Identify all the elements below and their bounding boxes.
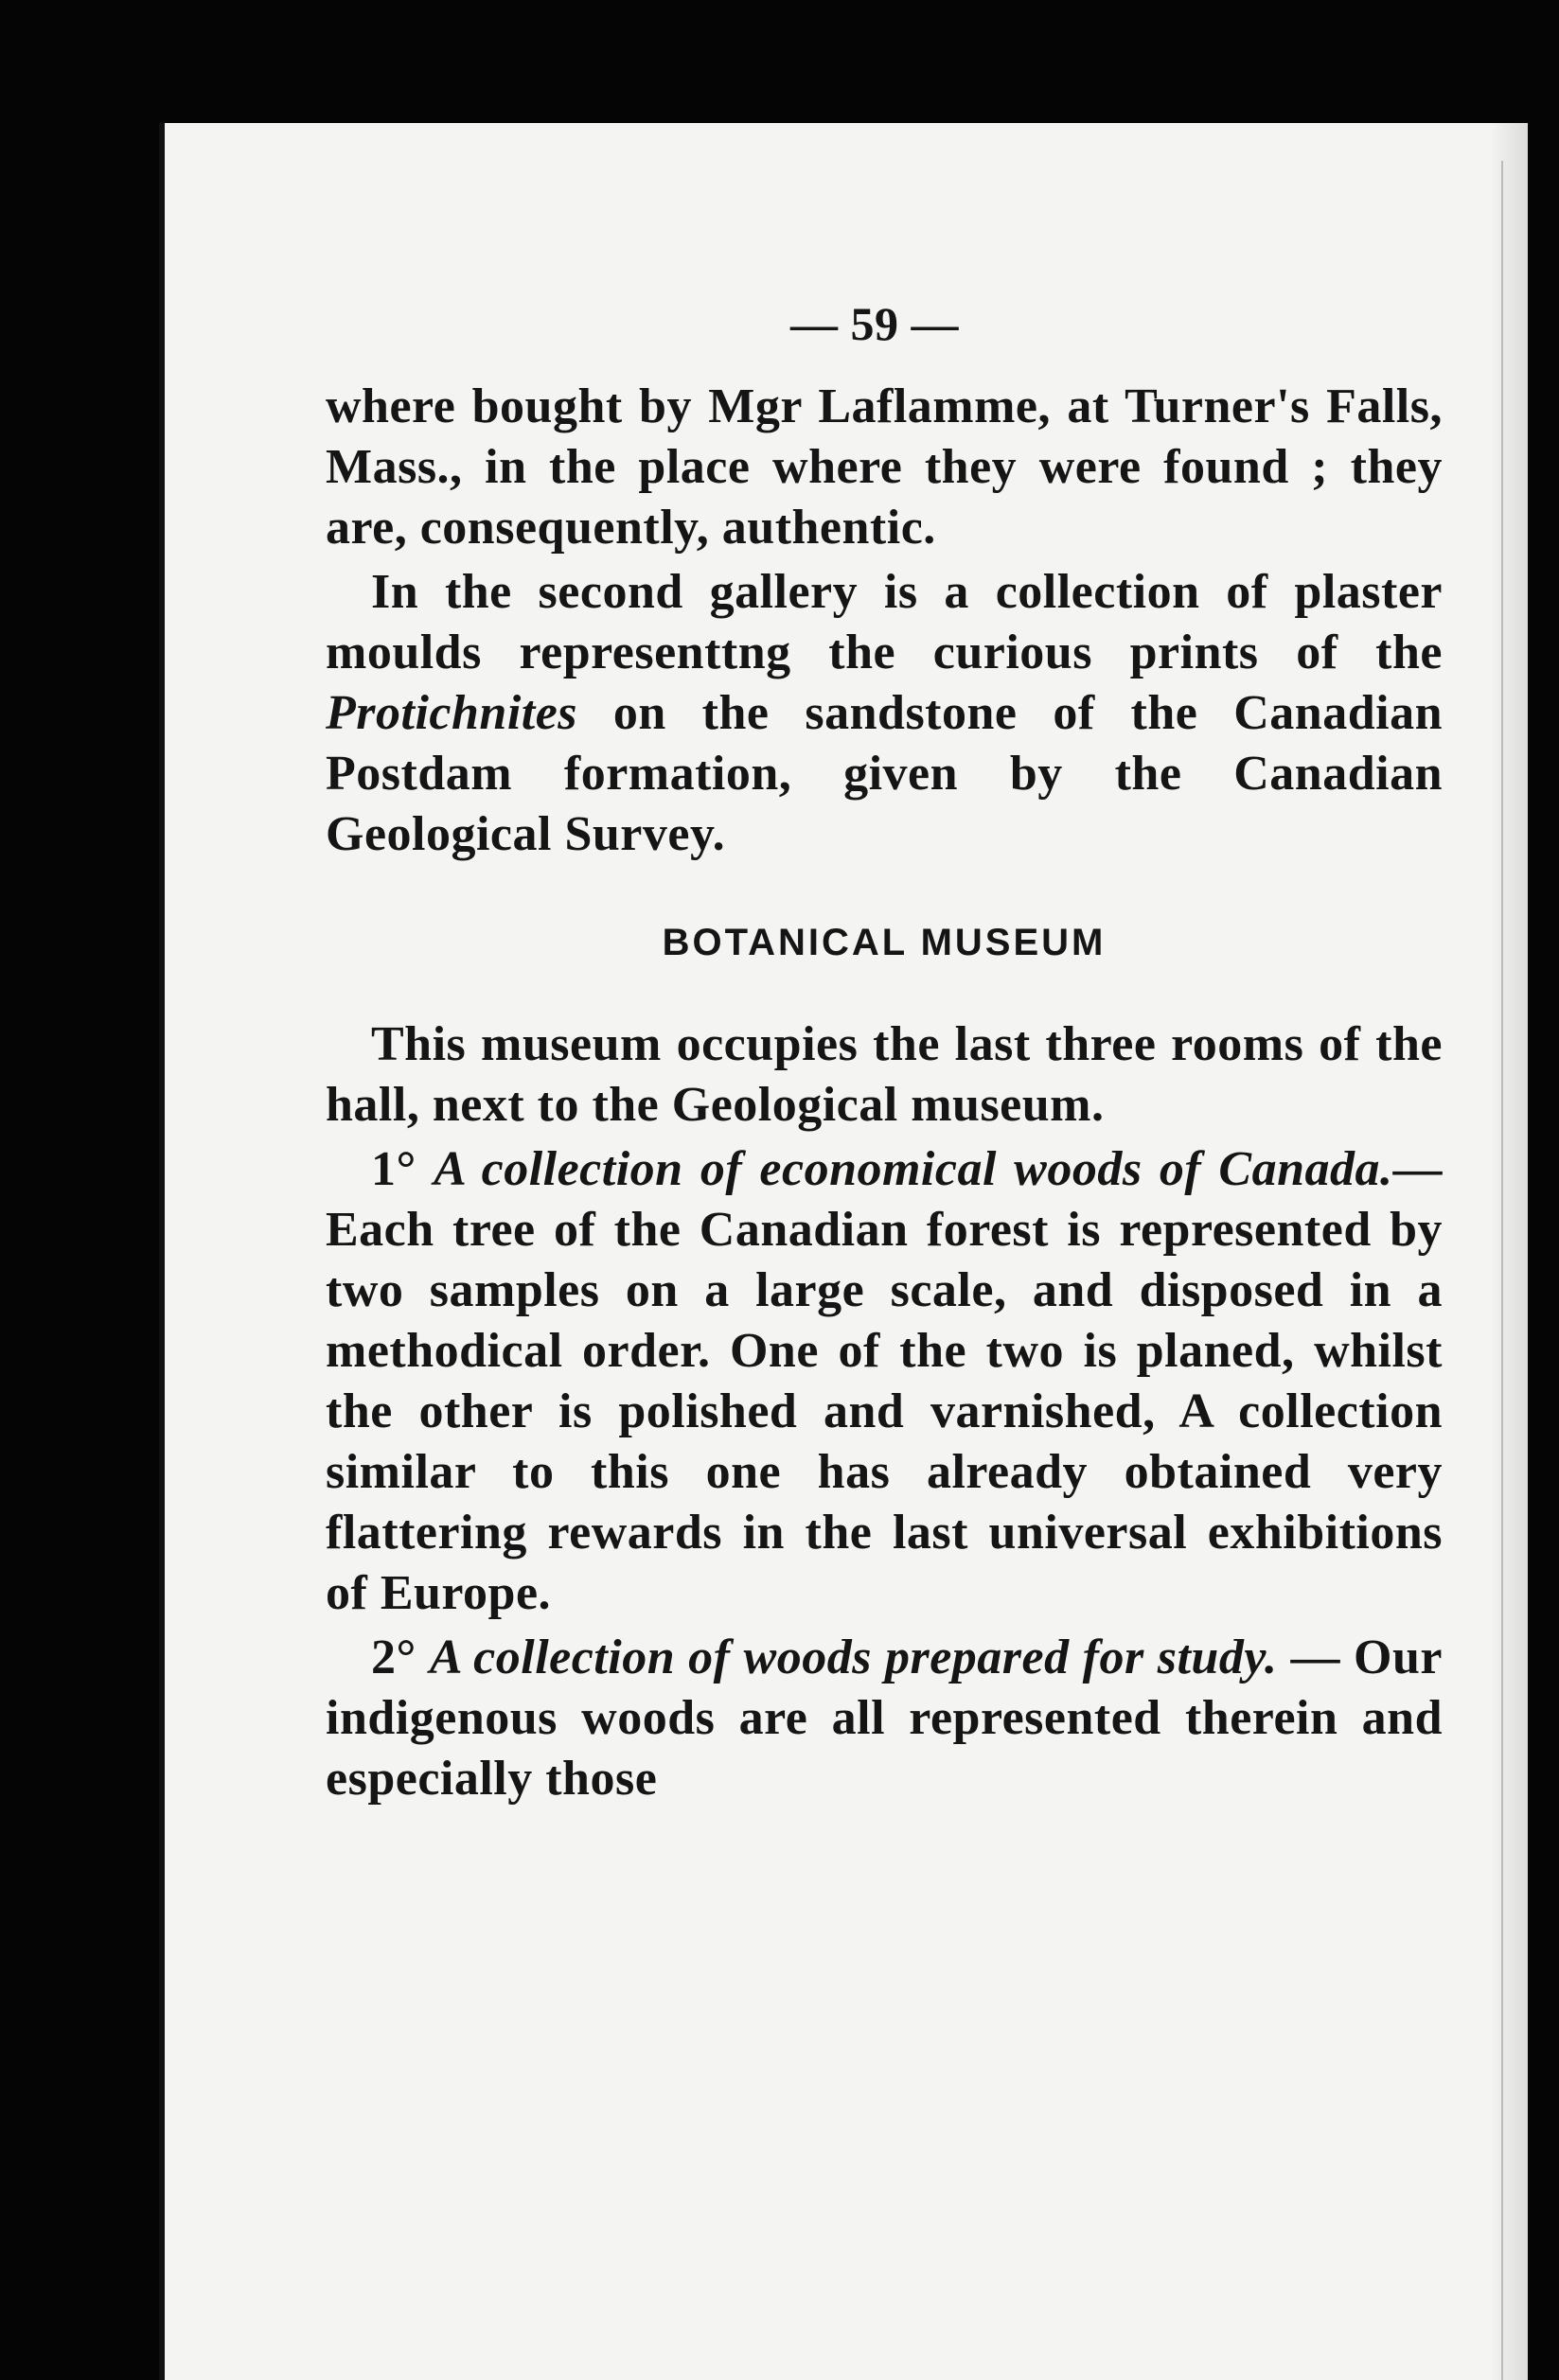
list-item-economical-woods: [326, 1139, 1443, 1624]
list-item-number: 2°: [371, 1631, 430, 1684]
list-item-title: A collection of woods prepared for study.: [429, 1631, 1278, 1684]
paragraph-second-gallery-end: on the sandstone of the Canadian Postdam formation, given by the Canadian Geological Survey.: [326, 686, 1443, 861]
list-item-text: —Each tree of the Canadian forest is represented by two samples on a large scale, and disposed in a methodical order. One of the two is planed, whilst the other is polished and varnished, A collection similar to this one has already obtained very flattering rewards in the last universal exhibitions of Europe.: [326, 1142, 1444, 1620]
paragraph-museum-location: This museum occupies the last three rooms of the hall, next to the Geological museum.: [326, 1017, 1443, 1132]
book-page: [159, 123, 1528, 2380]
paragraph-second-gallery-start: In the second gallery is a collection of plaster moulds representtng the curious prints of the: [326, 565, 1443, 679]
list-item-number: 1°: [371, 1142, 434, 1196]
page-number: — 59 —: [790, 297, 959, 350]
list-item-study-woods: [326, 1628, 1443, 1809]
page-edge: [1490, 123, 1528, 2380]
page-text: [326, 293, 1443, 1809]
section-heading: BOTANICAL MUSEUM: [662, 922, 1107, 963]
list-item-title: A collection of economical woods of Canada.: [434, 1142, 1393, 1196]
list-item-text: — Our indigenous woods are all represented therein and especially those: [326, 1631, 1443, 1806]
protichnites-term: Protichnites: [326, 686, 578, 740]
paragraph-continuation: where bought by Mgr Laflamme, at Turner's Falls, Mass., in the place where they were found ; they are, consequently, authentic.: [326, 379, 1443, 555]
paragraph-second-gallery: [326, 562, 1443, 865]
